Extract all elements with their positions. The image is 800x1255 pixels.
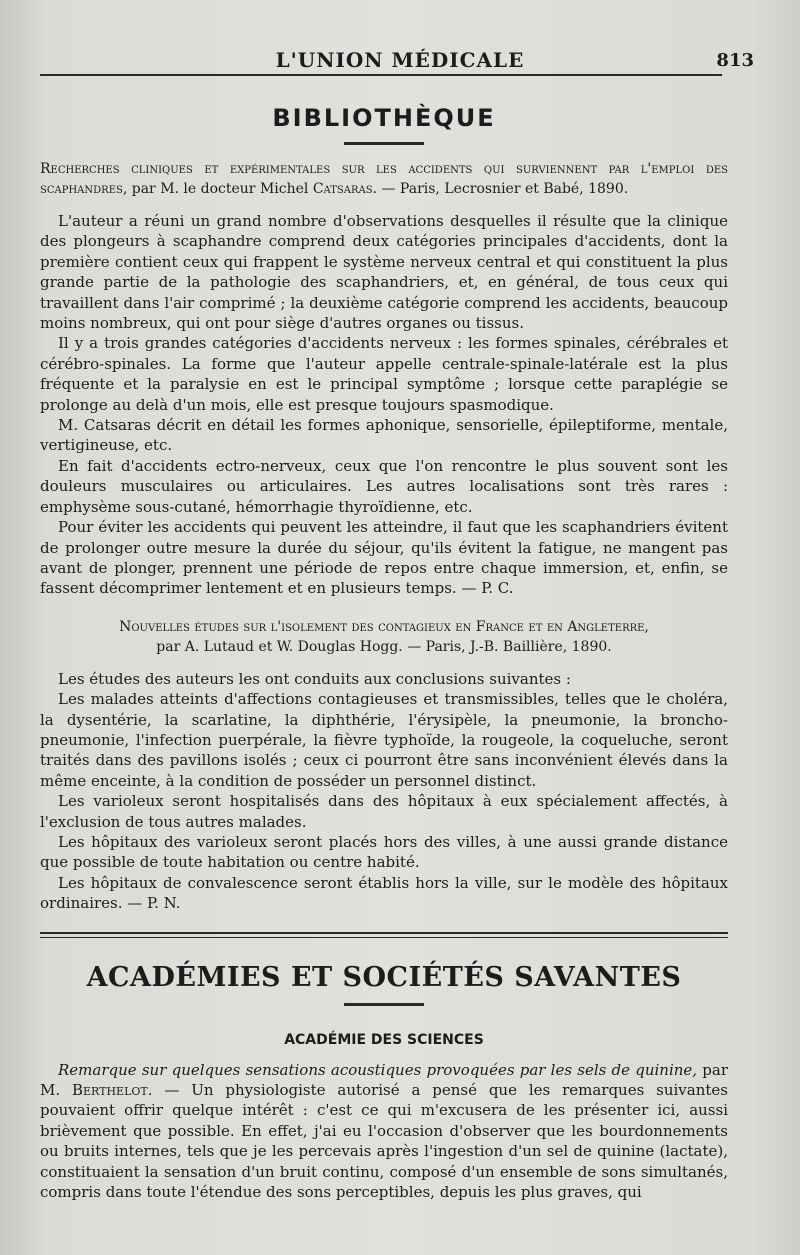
review-1-title: Recherches cliniques et expérimentales sur les accidents qui surviennent par l'emploi des scaphandres, xyxy=(40,161,728,197)
running-title: L'UNION MÉDICALE xyxy=(275,48,525,72)
section-divider xyxy=(344,1003,424,1006)
review-2-paragraph: Les hôpitaux de convalescence seront établis hors la ville, sur le modèle des hôpitaux ordinaires. — P. N. xyxy=(40,873,728,913)
academy-par: par xyxy=(697,1060,728,1079)
subsection-title: ACADÉMIE DES SCIENCES xyxy=(284,1031,484,1048)
review-1-paragraph: En fait d'accidents ectro-nerveux, ceux que l'on rencontre le plus souvent sont les douleurs musculaires ou articulaires. Les autres localisations sont très rares : emphysème sous-cutané, hémorrhagie thyroïdienne, etc. xyxy=(40,456,728,516)
page-content xyxy=(40,100,728,1202)
section-title-academies: ACADÉMIES ET SOCIÉTÉS SAVANTES xyxy=(86,961,682,993)
review-1-publisher: — Paris, Lecrosnier et Babé, 1890. xyxy=(377,181,629,197)
review-2-paragraph: Les malades atteints d'affections contagieuses et transmissibles, telles que le choléra, la dysentérie, la scarlatine, la diphthérie, l'érysipèle, la pneumonie, la broncho-pneumonie, l'infection puerpérale, la fièvre typhoïde, la rougeole, la coqueluche, seront traités dans des pavillons isolés ; ceux ci pourront être sans inconvénient élevés dans la même enceinte, à la condition de posséder un personnel distinct. xyxy=(40,690,728,790)
header-rule xyxy=(40,74,722,76)
review-2-paragraph: Les hôpitaux des varioleux seront placés hors des villes, à une aussi grande distance que possible de toute habitation ou centre habité. xyxy=(40,832,728,872)
review-1-paragraph: Pour éviter les accidents qui peuvent les atteindre, il faut que les scaphandriers évitent de prolonger outre mesure la durée du séjour, qu'ils évitent la fatigue, ne mangent pas avant de plonger, prennent une période de repos entre chaque immersion, et, enfin, se fassent décomprimer lentement et en plusieurs temps. — P. C. xyxy=(40,518,728,598)
review-2-heading xyxy=(40,617,728,657)
page-header xyxy=(40,44,760,74)
academy-text: — Un physiologiste autorisé a pensé que les remarques suivantes pouvaient offrir quelque intérêt : c'est ce qui m'excusera de les présenter ici, aussi brièvement que possible. En effet, j'ai eu l'occasion d'observer que les bourdonnements ou bruits internes, tels que je les percevais après l'ingestion d'un sel de quinine (lactate), constituaient la sensation d'un bruit continu, composé d'un ensemble de sons simultanés, compris dans toute l'étendue des sons perceptibles, depuis les plus graves, qui xyxy=(40,1081,728,1202)
review-1-paragraph: L'auteur a réuni un grand nombre d'observations desquelles il résulte que la clinique des plongeurs à scaphandre comprend deux catégories principales d'accidents, dont la première contient ceux qui frappent le système nerveux central et qui constituent la plus grande partie de la pathologie des scaphandriers, et, en général, de tous ceux qui travaillent dans l'air comprimé ; la deuxième catégorie comprend les accidents, beaucoup moins nombreux, qui ont pour siège d'autres organes ou tissus. xyxy=(40,212,728,333)
review-1-heading xyxy=(40,159,728,199)
academy-author: M. Berthelot. xyxy=(40,1081,153,1099)
review-1-byline: par M. le docteur Michel xyxy=(127,181,313,197)
section-double-rule xyxy=(40,932,728,938)
academy-paragraph xyxy=(40,1060,728,1203)
review-2-title: Nouvelles études sur l'isolement des contagieux en France et en Angleterre, xyxy=(119,618,649,635)
review-1-author: Catsaras. xyxy=(312,181,378,197)
review-1-paragraph: M. Catsaras décrit en détail les formes aphonique, sensorielle, épileptiforme, mentale, vertigineuse, etc. xyxy=(40,416,728,455)
review-2-paragraph: Les études des auteurs les ont conduits aux conclusions suivantes : xyxy=(58,669,571,688)
review-2-paragraph: Les varioleux seront hospitalisés dans des hôpitaux à eux spécialement affectés, à l'exclusion de tous autres malades. xyxy=(40,792,728,831)
page-number: 813 xyxy=(716,50,754,71)
review-2-byline: par A. Lutaud et W. Douglas Hogg. — Paris, J.-B. Baillière, 1890. xyxy=(156,638,612,655)
section-title-bibliotheque: BIBLIOTHÈQUE xyxy=(272,104,496,132)
academy-paper-title: Remarque sur quelques sensations acoustiques provoquées par les sels de quinine, xyxy=(58,1060,698,1079)
review-1-paragraph: Il y a trois grandes catégories d'accidents nerveux : les formes spinales, cérébrales et cérébro-spinales. La forme que l'auteur appelle centrale-spinale-latérale est la plus fréquente et la paralysie en est le principal symptôme ; lorsque cette paraplégie se prolonge au delà d'un mois, elle est presque toujours spasmodique. xyxy=(40,334,728,414)
section-divider xyxy=(344,142,424,145)
